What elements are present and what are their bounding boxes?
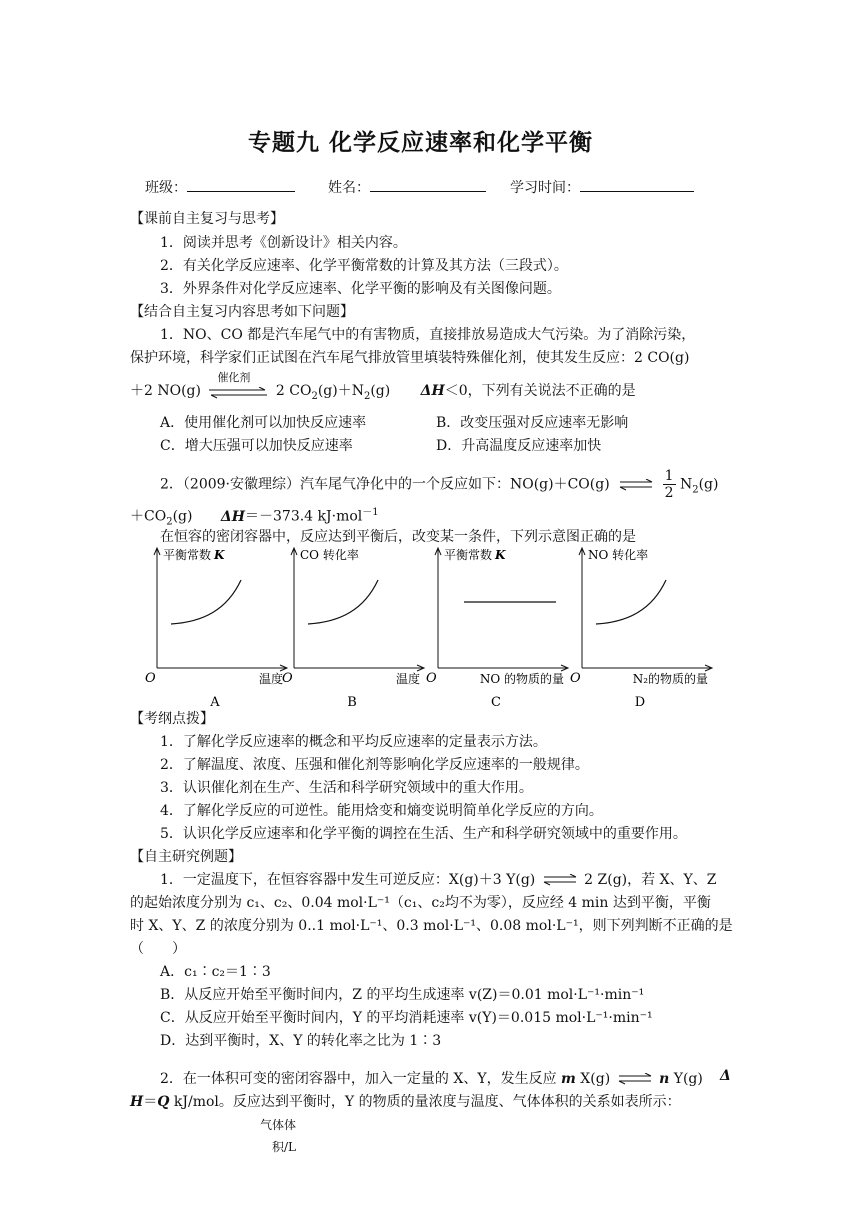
x-axis-label: N₂的物质的量	[632, 672, 708, 686]
co2-text: ＋CO	[130, 508, 167, 525]
coef-n: n	[659, 1071, 670, 1087]
review-item: 1．阅读并思考《创新设计》相关内容。	[160, 235, 407, 251]
review-item: 2．有关化学反应速率、化学平衡常数的计算及其方法（三段式）。	[160, 258, 568, 274]
name-label: 姓名：	[328, 180, 370, 196]
coef-m: m	[561, 1071, 576, 1087]
origin-label: O	[570, 671, 581, 686]
time-field[interactable]	[510, 177, 694, 197]
example1-option-b: B．从反应开始至平衡时间内，Z 的平均生成速率 v(Z)＝0.01 mol·L⁻¹·min⁻¹	[160, 987, 645, 1003]
delta-h-value: ＝－373.4 kJ·mol	[245, 508, 363, 525]
section-heading-syllabus: 【考纲点拨】	[130, 711, 214, 727]
catalyst-label: 催化剂	[217, 371, 251, 384]
option-b: B．改变压强对反应速率无影响	[436, 415, 629, 431]
syllabus-item: 1．了解化学反应速率的概念和平均反应速率的定量表示方法。	[160, 734, 547, 750]
table-header-volume: 气体体	[260, 1118, 297, 1132]
equilibrium-arrow-icon	[542, 874, 578, 886]
example1-line: 的起始浓度分别为 c₁、c₂、0.04 mol·L⁻¹（c₁、c₂均不为零），反应经 4 min 达到平衡，平衡	[130, 895, 711, 911]
delta-h: ΔH	[420, 383, 445, 399]
example1-option-d: D．达到平衡时，X、Y 的转化率之比为 1∶3	[160, 1033, 442, 1049]
example1-option-c: C．从反应开始至平衡时间内，Y 的平均消耗速率 v(Y)＝0.015 mol·L⁻¹·min⁻¹	[160, 1010, 653, 1026]
class-blank[interactable]	[187, 177, 295, 192]
graph-curve	[596, 580, 666, 624]
origin-label: O	[282, 671, 293, 686]
q1-equation: ＋2 NO(g) 催化剂 2 $CO_2(g)+N_2(g)$ ΔH＜0，下列有关说法不正确的是	[130, 371, 636, 402]
x-axis-label: NO 的物质的量	[479, 672, 564, 686]
graph-option-letter: D	[634, 695, 646, 710]
equilibrium-arrow-icon	[618, 479, 654, 491]
graph-option-letter: B	[347, 695, 357, 710]
graph-curve	[308, 580, 378, 624]
fraction-denominator: 2	[664, 485, 674, 501]
q2-line2: $+CO_2(g)$ ΔH＝－373.4 kJ·mol$^{-1}$	[130, 507, 379, 528]
answer-blank[interactable]: （ ）	[130, 941, 186, 957]
y-axis-label: NO 转化率	[588, 548, 649, 562]
y-axis-label: CO 转化率	[300, 548, 359, 562]
example1-text: 1．一定温度下，在恒容容器中发生可逆反应：X(g)＋3 Y(g)	[160, 872, 536, 888]
syllabus-item: 4．了解化学反应的可逆性。能用焓变和熵变说明简单化学反应的方向。	[160, 803, 603, 819]
syllabus-item: 3．认识催化剂在生产、生活和科学研究领域中的重大作用。	[160, 780, 533, 796]
name-blank[interactable]	[370, 177, 486, 192]
delta-h-tail: ＜0，下列有关说法不正确的是	[444, 383, 636, 399]
enthalpy-h: H	[130, 1094, 144, 1110]
option-d: D．升高温度反应速率加快	[436, 438, 602, 454]
graph-option-letter: C	[491, 695, 501, 710]
origin-label: O	[426, 671, 437, 686]
y-axis-label: 平衡常数 K	[444, 548, 506, 562]
q1-line: 保护环境，科学家们正试图在汽车尾气排放管里填装特殊催化剂，使其发生反应：2 CO(g)	[130, 350, 690, 366]
section-heading-review: 【课前自主复习与思考】	[130, 211, 284, 227]
eq-right-n2: (g)＋N	[317, 383, 364, 399]
option-c: C．增大压强可以加快反应速率	[160, 438, 353, 454]
y-axis-label: 平衡常数 K	[163, 548, 225, 562]
time-blank[interactable]	[580, 177, 694, 192]
origin-label: O	[145, 671, 156, 686]
section-heading-think: 【结合自主复习内容思考如下问题】	[130, 304, 354, 320]
section-heading-examples: 【自主研究例题】	[130, 849, 242, 865]
example2-line2	[130, 1091, 681, 1111]
eq-right-tail: (g)	[370, 383, 391, 399]
page-title: 专题九 化学反应速率和化学平衡	[248, 130, 594, 156]
q2-text: 2．（2009·安徽理综）汽车尾气净化中的一个反应如下：NO(g)＋CO(g)	[160, 476, 610, 493]
name-field[interactable]	[328, 177, 486, 197]
enthalpy-q: Q	[157, 1094, 170, 1110]
example1-text-tail: 2 Z(g)，若 X、Y、Z	[584, 872, 717, 888]
catalyst-arrow	[207, 371, 269, 399]
eq-right: 2 CO	[275, 383, 312, 399]
example1-line	[160, 869, 717, 889]
table-header-volume-unit: 积/L	[272, 1140, 297, 1154]
equals: ＝	[143, 1094, 158, 1110]
n2-tail: (g)	[698, 476, 719, 493]
q1-line: 1．NO、CO 都是汽车尾气中的有害物质，直接排放易造成大气污染。为了消除污染，	[160, 327, 696, 343]
graph-curve	[171, 580, 241, 624]
example1-line: 时 X、Y、Z 的浓度分别为 0..1 mol·L⁻¹、0.3 mol·L⁻¹、0.08 mol·L⁻¹，则下列判断不正确的是	[130, 918, 733, 934]
fraction-numerator: 1	[664, 468, 674, 484]
example2-tail: kJ/mol。反应达到平衡时，Y 的物质的量浓度与温度、气体体积的关系如表所示：	[169, 1094, 681, 1110]
species-x: X(g)	[575, 1071, 611, 1087]
equilibrium-arrow-icon	[207, 387, 269, 399]
species-y: Y(g)	[669, 1071, 703, 1087]
equilibrium-arrow-icon	[617, 1073, 653, 1085]
class-label: 班级：	[145, 180, 187, 196]
x-axis-label: 温度	[395, 672, 420, 686]
delta-h: ΔH	[220, 508, 246, 525]
q2-line3: 在恒容的密闭容器中，反应达到平衡后，改变某一条件，下列示意图正确的是	[160, 529, 636, 545]
review-item: 3．外界条件对化学反应速率、化学平衡的影响及有关图像问题。	[160, 281, 561, 297]
x-axis-label: 温度	[258, 672, 283, 686]
co2-tail: (g)	[172, 508, 193, 525]
time-label: 学习时间：	[510, 180, 580, 196]
syllabus-item: 2．了解温度、浓度、压强和催化剂等影响化学反应速率的一般规律。	[160, 757, 589, 773]
answer-graphs	[130, 540, 730, 710]
example1-option-a: A．c₁∶c₂＝1∶3	[160, 964, 271, 980]
graph-option-letter: A	[210, 695, 220, 710]
q2-line: 2．（2009·安徽理综）汽车尾气净化中的一个反应如下：NO(g)＋CO(g) $\frac{1}{2}$ $N_2(g)$	[160, 468, 719, 501]
syllabus-item: 5．认识化学反应速率和化学平衡的调控在生活、生产和科学研究领域中的重要作用。	[160, 826, 687, 842]
eq-left: ＋2 NO(g)	[130, 383, 201, 399]
class-field[interactable]	[145, 177, 295, 197]
example2-line	[160, 1068, 703, 1088]
delta-symbol: Δ	[720, 1068, 731, 1084]
example2-text: 2．在一体积可变的密闭容器中，加入一定量的 X、Y，发生反应	[160, 1071, 557, 1087]
option-a: A．使用催化剂可以加快反应速率	[160, 415, 367, 431]
n2-symbol: N	[679, 476, 693, 493]
fraction-one-half	[663, 468, 676, 501]
